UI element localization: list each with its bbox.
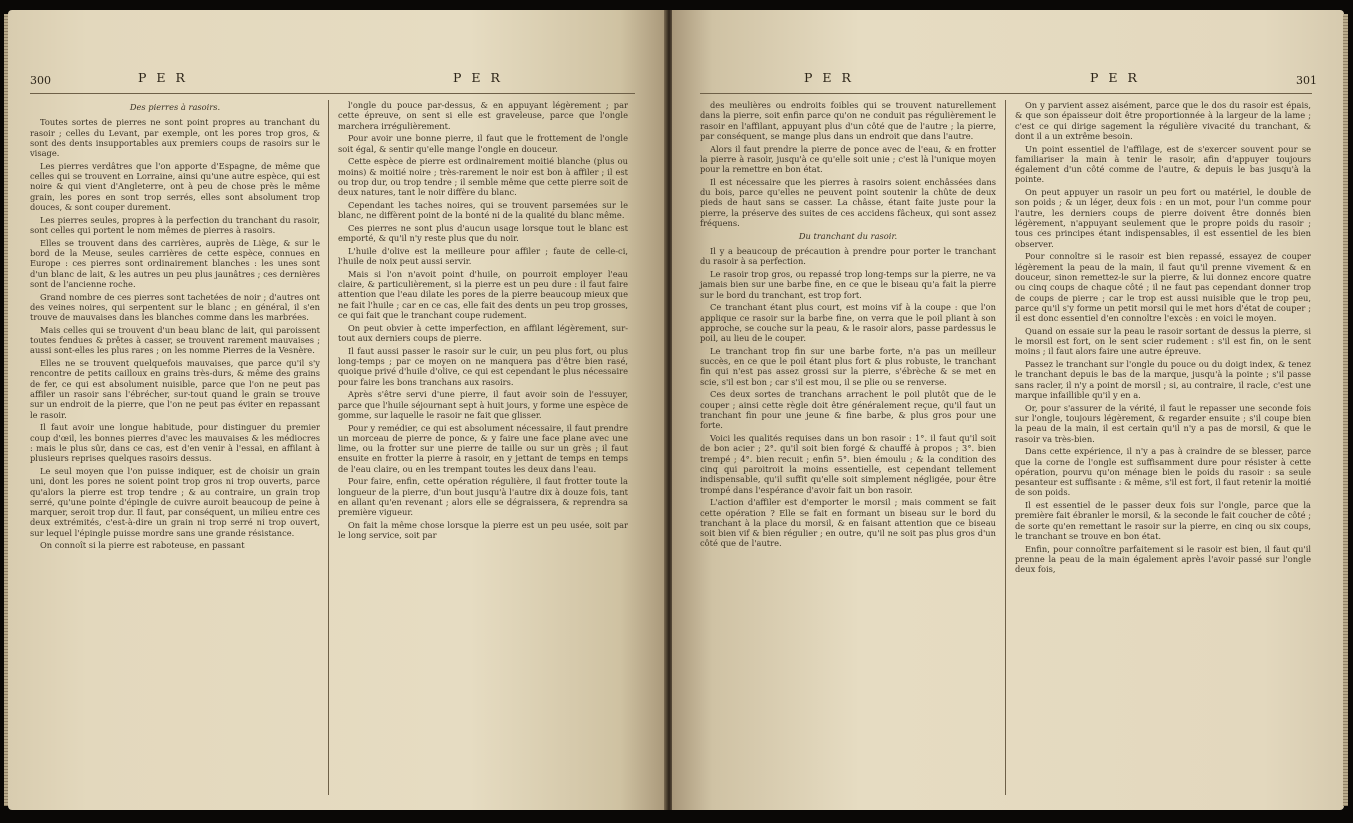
paragraph: L'huile d'olive est la meilleure pour affiler ; faute de celle-ci, l'huile de noix peut aussi servir. (338, 245, 628, 267)
paragraph: Passez le tranchant sur l'ongle du pouce ou du doigt index, & tenez le tranchant depuis le bas de la marque, jusqu'à la pointe ; s'il passe sans racler, il n'y a point de morsil ; si, au contraire, il racle, c'est une marque infaillible qu'il y en a. (1015, 359, 1311, 400)
paragraph: Le tranchant trop fin sur une barbe forte, n'a pas un meilleur succès, en ce que le poil étant plus fort & plus robuste, le tranchant fin qui n'est pas assez grossi sur la pierre, s'ébrèche & se met en scie, s'il est bon ; car s'il est mou, il se plie ou se renverse. (700, 345, 996, 387)
paragraph: Pour y remédier, ce qui est absolument nécessaire, il faut prendre un morceau de pierre de ponce, & y faire une face plane avec une lime, ou la frotter sur une pierre de taille ou sur un grès ; il faut ensuite en frotter la pierre à rasoir, en y jettant de temps en temps de l'eau claire, ou en les trempant toutes les deux dans l'eau. (338, 422, 628, 474)
left-column-1 (30, 100, 320, 553)
paragraph: Après s'être servi d'une pierre, il faut avoir soin de l'essuyer, parce que l'huile séjournant sept à huit jours, y forme une espèce de gomme, sur laquelle le rasoir ne fait que glisser. (338, 389, 628, 420)
running-head-left-1: P E R (138, 70, 188, 85)
paragraph: Cette espèce de pierre est ordinairement moitié blanche (plus ou moins) & moitié noire ; très-rarement le noir est bon à affiler ; il est ou trop dur, ou trop tendre ; il semble même que cette pierre soit de deux natures, tant le noir diffère du blanc. (338, 156, 628, 198)
paragraph: L'action d'affiler est d'emporter le morsil ; mais comment se fait cette opération ? Elle se fait en formant un biseau sur le bord du tranchant à la place du morsil, & en faisant attention que ce biseau soit bien vif & bien régulier ; en outre, qu'il ne soit pas plus gros d'un côté que de l'autre. (700, 497, 996, 549)
paragraph: On fait la même chose lorsque la pierre est un peu usée, soit par le long service, soit par (338, 519, 628, 541)
paragraph: l'ongle du pouce par-dessus, & en appuyant légèrement ; par cette épreuve, on sent si elle est graveleuse, parce que l'ongle marchera irrégulièrement. (338, 100, 628, 131)
paragraph: Or, pour s'assurer de la vérité, il faut le repasser une seconde fois sur l'ongle, toujours légèrement, & regarder ensuite ; s'il coupe bien la peau de la main, il est certain qu'il n'y a pas de morsil, & que le rasoir va très-bien. (1015, 402, 1311, 444)
right-column-2 (1015, 100, 1311, 577)
subheading-pierres: Des pierres à rasoirs. (129, 102, 221, 112)
paragraph: Voici les qualités requises dans un bon rasoir : 1°. il faut qu'il soit de bon acier ; 2°. qu'il soit bien forgé & chauffé à propos ; 3°. bien trempé ; 4°. bien recuit ; enfin 5°. bien émoulu ; & la condition des cinq qui paroitroit la moins essentielle, est cependant tellement indispensable, qu'il suffit qu'elle soit simplement négligée, pour être trompé dans l'espérance d'avoir fait un bon rasoir. (700, 433, 996, 495)
running-head-right-2: P E R (1090, 70, 1140, 85)
paragraph: Pour faire, enfin, cette opération régulière, il faut frotter toute la longueur de la pierre, d'un bout jusqu'à l'autre dix à douze fois, tant en allant qu'en revenant ; alors elle se dégraissera, & reprendra sa première vigueur. (338, 476, 628, 518)
paragraph: On peut obvier à cette imperfection, en affilant légèrement, sur-tout aux derniers coups de pierre. (338, 322, 628, 343)
paragraph: Il y a beaucoup de précaution à prendre pour porter le tranchant du rasoir à sa perfection. (700, 246, 996, 267)
paragraph: Pour connoître si le rasoir est bien repassé, essayez de couper légèrement la peau de la main, il faut qu'il prenne vivement & en douceur, sinon remettez-le sur la pierre, & lui donnez encore quatre ou cinq coups de chaque côté ; il ne faut pas cependant donner trop de coups de pierre ; car le trop est aussi nuisible que le trop peu, parce qu'il s'y forme un petit morsil qui le met hors d'état de couper ; il est donc essentiel d'en connoître l'excès : en voici le moyen. (1015, 251, 1311, 324)
paragraph: Ces pierres ne sont plus d'aucun usage lorsque tout le blanc est emporté, & qu'il n'y reste plus que du noir. (338, 222, 628, 244)
left-column-2 (338, 100, 628, 543)
paragraph: Il faut aussi passer le rasoir sur le cuir, un peu plus fort, ou plus long-temps ; par ce moyen on ne manquera pas d'être bien rasé, quoique privé d'huile d'olive, ce qui est cependant le plus nécessaire pour faire les bons tranchans aux rasoirs. (338, 345, 628, 387)
page-number-right: 301 (1296, 74, 1317, 87)
paragraph: Les pierres verdâtres que l'on apporte d'Espagne, de même que celles qui se trouvent en Lorraine, ainsi qu'une autre espèce, qui est noire & qui vient d'Angleterre, ont à peu de chose près le même grain, les pores en sont trop serrés, elles sont absolument trop douces, & sont couper durement. (30, 160, 320, 213)
paragraph: Un point essentiel de l'affilage, est de s'exercer souvent pour se familiariser la main à tenir le rasoir, afin d'appuyer toujours également d'un côté comme de l'autre, & depuis le bas jusqu'à la pointe. (1015, 143, 1311, 185)
paragraph: Dans cette expérience, il n'y a pas à craindre de se blesser, parce que la corne de l'ongle est suffisamment dure pour résister à cette opération, pourvu qu'on ménage bien le poids du rasoir : sa seule pesanteur est suffisante : & même, s'il est fort, il faut retenir la moitié de son poids. (1015, 446, 1311, 498)
paragraph: Grand nombre de ces pierres sont tachetées de noir ; d'autres ont des veines noires, qui serpentent sur le blanc ; en général, il s'en trouve de mauvaises dans les blanches comme dans les marbrées. (30, 291, 320, 323)
paragraph: On y parvient assez aisément, parce que le dos du rasoir est épais, & que son épaisseur doit être proportionnée à la largeur de la lame ; c'est ce qui dirige sagement la régulière vivacité du tranchant, & dont il a un extrême besoin. (1015, 100, 1311, 141)
head-rule-left (30, 93, 635, 94)
paragraph: Elles ne se trouvent quelquefois mauvaises, que parce qu'il s'y rencontre de petits cailloux en grains très-durs, & même des grains de fer, ce qui est absolument nuisible, parce que l'on ne peut pas affiler un rasoir sans l'ébrécher, sur-tout quand le grain se trouve sur un endroit de la pierre, que l'on ne peut pas éviter en repassant le rasoir. (30, 358, 320, 420)
head-rule-right (700, 93, 1312, 94)
paragraph: On connoît si la pierre est raboteuse, en passant (40, 540, 245, 551)
paragraph: Ces deux sortes de tranchans arrachent le poil plutôt que de le couper ; ainsi cette règle doit être généralement reçue, qu'il faut un tranchant fin pour une jeune & fine barbe, & plus gros pour une forte. (700, 389, 996, 431)
paragraph: Pour avoir une bonne pierre, il faut que le frottement de l'ongle soit égal, & sentir qu'elle mange l'ongle en douceur. (338, 133, 628, 154)
paragraph: Quand on essaie sur la peau le rasoir sortant de dessus la pierre, si le morsil est fort, on le sent scier rudement : s'il est fin, on le sent moins ; il faut alors faire une autre épreuve. (1015, 325, 1311, 357)
paragraph: Il est essentiel de le passer deux fois sur l'ongle, parce que la première fait ébranler le morsil, & la seconde le fait coucher de côté ; de sorte qu'en remettant le rasoir sur la pierre, en cinq ou six coups, le tranchant se trouve en bon état. (1015, 500, 1311, 541)
paragraph: Les pierres seules, propres à la perfection du tranchant du rasoir, sont celles qui portent le nom mêmes de pierres à rasoirs. (30, 214, 320, 236)
subheading-tranchant: Du tranchant du rasoir. (798, 230, 898, 241)
paragraph: Toutes sortes de pierres ne sont point propres au tranchant du rasoir ; celles du Levant, par exemple, ont les pores trop gros, & sont des dents insupportables aux premiers coups de rasoirs sur le visage. (30, 117, 320, 159)
paragraph: Le seul moyen que l'on puisse indiquer, est de choisir un grain uni, dont les pores ne soient point trop gros ni trop ouverts, parce qu'alors la pierre est trop tendre ; & au contraire, un grain trop serré, qu'une pointe d'épingle de cuivre auroit beaucoup de peine à marquer, seroit trop dur. Il faut, par conséquent, un milieu entre ces deux extrémités, c'est-à-dire un grain ni trop serré ni trop ouvert, sur lequel l'épingle puisse mordre sans une grande résistance. (30, 465, 320, 538)
right-page (672, 10, 1344, 810)
running-head-right-1: P E R (804, 70, 854, 85)
column-rule-right (1005, 100, 1006, 795)
paragraph: Mais celles qui se trouvent d'un beau blanc de lait, qui paroissent toutes fendues & prêtes à casser, se trouvent rarement mauvaises ; aussi sont-elles les plus rares ; on les nomme Pierres de la Vesnère. (30, 324, 320, 356)
paragraph: Elles se trouvent dans des carrières, auprès de Liège, & sur le bord de la Meuse, seules carrières de cette espèce, connues en Europe : ces pierres sont ordinairement blanches : les unes sont d'un blanc de lait, & les autres un peu plus jaunâtres ; ces dernières sont de l'ancienne roche. (30, 237, 320, 289)
paragraph: Le rasoir trop gros, ou repassé trop long-temps sur la pierre, ne va jamais bien sur une barbe fine, en ce que le biseau qu'a fait la pierre sur le bord du tranchant, est trop fort. (700, 269, 996, 300)
column-rule-left (328, 100, 329, 795)
paragraph: Mais si l'on n'avoit point d'huile, on pourroit employer l'eau claire, & particulièrement, si la pierre est un peu dure : il faut faire attention que l'eau dilate les pores de la pierre beaucoup mieux que ne fait l'huile ; car en ce cas, elle fait des dents un peu trop grosses, ce qui fait que le tranchant coupe rudement. (338, 268, 628, 320)
paragraph: On peut appuyer un rasoir un peu fort ou matériel, le double de son poids ; & un léger, deux fois : en un mot, pour l'un comme pour l'autre, les derniers coups de pierre doivent être donnés bien légèrement, n'appuyant seulement que le propre poids du rasoir ; tous ces principes étant indispensables, il est essentiel de les bien observer. (1015, 187, 1311, 249)
paragraph: Alors il faut prendre la pierre de ponce avec de l'eau, & en frotter la pierre à rasoir, jusqu'à ce qu'elle soit unie ; c'est là l'unique moyen pour la remettre en bon état. (700, 143, 996, 175)
running-head-left-2: P E R (453, 70, 503, 85)
left-page (8, 10, 666, 810)
page-edges-right (1343, 14, 1348, 806)
page-number-left: 300 (30, 74, 51, 87)
paragraph: Enfin, pour connoître parfaitement si le rasoir est bien, il faut qu'il prenne la peau de la main également après l'avoir passé sur l'ongle deux fois, (1015, 543, 1311, 575)
paragraph: Il faut avoir une longue habitude, pour distinguer du premier coup d'œil, les bonnes pierres d'avec les mauvaises & les médiocres : mais le plus sûr, dans ce cas, est d'en venir à l'essai, en affilant à plusieurs reprises quelques rasoirs dessus. (30, 422, 320, 464)
paragraph: Cependant les taches noires, qui se trouvent parsemées sur le blanc, ne diffèrent point de la bonté ni de la qualité du blanc même. (338, 199, 628, 221)
paragraph: Ce tranchant étant plus court, est moins vif à la coupe : que l'on applique ce rasoir sur la barbe fine, on verra que le poil pliant à son approche, se couche sur la peau, & le rasoir alors, passe pardessus le poil, au lieu de le couper. (700, 302, 996, 344)
paragraph: des meulières ou endroits foibles qui se trouvent naturellement dans la pierre, soit enfin parce qu'on ne conduit pas régulièrement le rasoir en l'affilant, appuyant plus d'un côté que de l'autre ; la pierre, par conséquent, se mange plus dans un endroit que dans l'autre. (700, 100, 996, 141)
paragraph: Il est nécessaire que les pierres à rasoirs soient enchâssées dans du bois, parce qu'elles ne peuvent point soutenir la chûte de deux pieds de haut sans se casser. La châsse, étant faite juste pour la pierre, la préserve des suites de ces accidens fâcheux, qui sont assez fréquens. (700, 176, 996, 229)
right-column-1 (700, 100, 996, 551)
